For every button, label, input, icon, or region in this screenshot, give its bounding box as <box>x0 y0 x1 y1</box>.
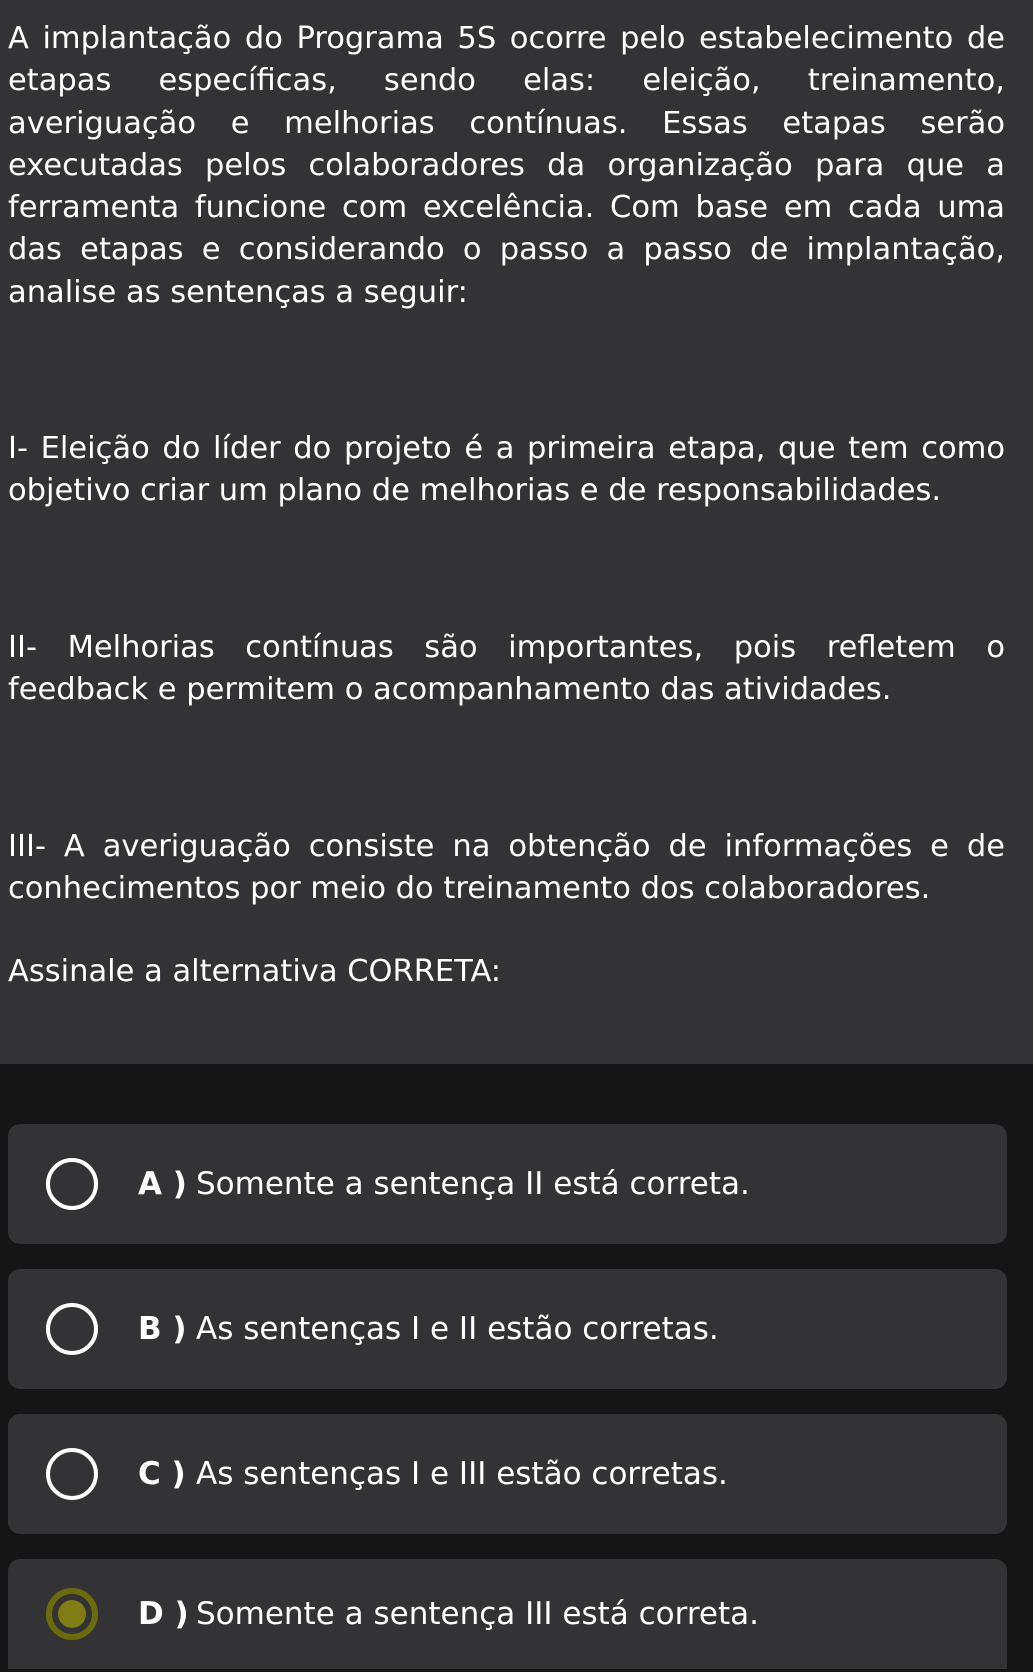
sentence-1: I- Eleição do líder do projeto é a primeira etapa, que tem como objetivo criar um plano de melhorias e de responsabilidades. <box>8 431 1005 509</box>
option-letter: D ) <box>138 1596 189 1632</box>
option-text: As sentenças I e II estão corretas. <box>196 1311 719 1347</box>
option-a[interactable] <box>8 1124 1007 1244</box>
question-intro: A implantação do Programa 5S ocorre pelo estabelecimento de etapas específicas, sendo elas: eleição, treinamento, averiguação e melhorias contínuas. Essas etapas serão executadas pelos colaboradores da organização para que a ferramenta funcione com excelência. Com base em cada uma das etapas e considerando o passo a passo de implantação, analise as sentenças a seguir: <box>8 21 1005 310</box>
option-letter: C ) <box>138 1456 186 1492</box>
option-text: Somente a sentença III está correta. <box>196 1596 759 1632</box>
radio-unselected-icon[interactable] <box>46 1303 98 1355</box>
answer-options <box>8 1124 1007 1669</box>
option-text: Somente a sentença II está correta. <box>196 1166 750 1202</box>
option-text: As sentenças I e III estão corretas. <box>196 1456 728 1492</box>
option-letter: A ) <box>138 1166 187 1202</box>
option-b[interactable] <box>8 1269 1007 1389</box>
radio-unselected-icon[interactable] <box>46 1448 98 1500</box>
option-c[interactable] <box>8 1414 1007 1534</box>
radio-unselected-icon[interactable] <box>46 1158 98 1210</box>
sentence-3: III- A averiguação consiste na obtenção de informações e de conhecimentos por meio do treinamento dos colaboradores. <box>8 829 1005 907</box>
sentence-2: II- Melhorias contínuas são importantes, pois refletem o feedback e permitem o acompanhamento das atividades. <box>8 630 1005 708</box>
option-d[interactable] <box>8 1559 1007 1669</box>
question-instruction: Assinale a alternativa CORRETA: <box>8 954 502 989</box>
radio-selected-icon[interactable] <box>46 1588 98 1640</box>
option-letter: B ) <box>138 1311 187 1347</box>
